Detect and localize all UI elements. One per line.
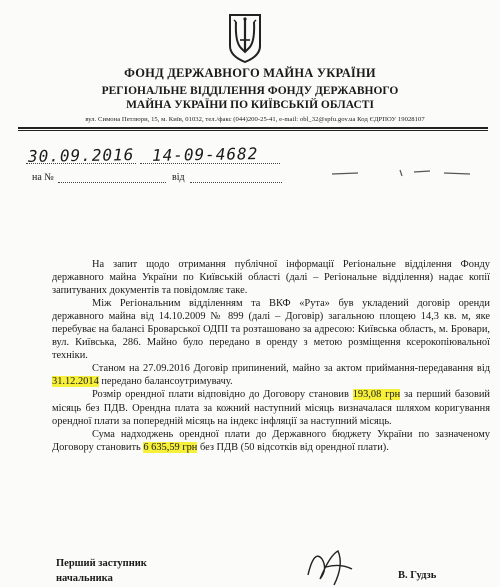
paragraph-4-start: Розмір орендної плати відповідно до Договору становив	[92, 389, 353, 401]
subdivision-line-2: МАЙНА УКРАЇНИ ПО КИЇВСЬКІЙ ОБЛАСТІ	[126, 99, 374, 111]
letter-body	[52, 258, 490, 454]
trident-emblem-icon	[227, 12, 263, 64]
subdivision-line-1: РЕГІОНАЛЬНЕ ВІДДІЛЕННЯ ФОНДУ ДЕРЖАВНОГО	[101, 85, 399, 97]
paragraph-4	[52, 388, 490, 427]
paragraph-3-start: Станом на 27.09.2016 Договір припинений, майно за актом приймання-передавання від	[92, 363, 490, 375]
from-underline	[190, 182, 282, 183]
handwritten-signature	[300, 545, 360, 587]
paragraph-5-start: Сума надходжень орендної плати до Державного бюджету України по зазначеному Договору становить	[52, 428, 490, 453]
number-underline	[140, 163, 280, 164]
signatory-title-line-2: начальника	[56, 573, 113, 584]
header-rule-thin	[18, 130, 488, 131]
faint-handwritten-mark	[330, 162, 480, 182]
contact-details: вул. Симона Петлюри, 15, м. Київ, 01032, тел./факс (044)200-25-41, e-mail: obl_32@spfu.gov.ua Код ЄДРПОУ 19028107	[85, 116, 425, 123]
signatory-title-line-1: Перший заступник	[56, 558, 147, 569]
date-underline	[26, 163, 136, 164]
highlighted-transfer-date: 31.12.2014	[52, 376, 99, 388]
header-rule-thick	[18, 127, 488, 129]
paragraph-3-end: передано балансоутримувачу.	[98, 376, 233, 388]
highlighted-base-rent: 193,08 грн	[352, 389, 401, 401]
paragraph-2: Між Регіональним відділенням та ВКФ «Рута» був укладений договір оренди державного майна від 14.10.2009 № 899 (далі – Договір) загальною площею 14,3 кв. м, яке перебуває на балансі Броварської ОДПІ та розташовано за адресою: Київська область, м. Бровари, вул. Київська, 286. Майно було передано в оренду з метою розміщення ксерокопіювальної техніки.	[52, 298, 490, 362]
paragraph-4-end: за перший базовий місяць без ПДВ. Орендна плата за кожний наступний місяць визначалася шляхом коригування орендної плати за попередній місяць на індекс інфляції за наступний місяць.	[52, 389, 490, 427]
on-no-underline	[58, 182, 166, 183]
signatory-title	[56, 556, 147, 586]
organization-name: ФОНД ДЕРЖАВНОГО МАЙНА УКРАЇНИ	[124, 66, 376, 80]
signatory-name: В. Гудзь	[398, 570, 437, 581]
on-no-label: на №	[32, 172, 54, 183]
highlighted-total-amount: 6 635,59 грн	[143, 441, 198, 453]
handwritten-date: 30.09.2016	[27, 145, 135, 166]
paragraph-5	[52, 428, 490, 454]
paragraph-3	[52, 362, 490, 388]
handwritten-number: 14-09-4682	[151, 144, 259, 165]
paragraph-5-end: без ПДВ (50 відсотків від орендної плати).	[197, 441, 389, 453]
organization-subdivision	[0, 84, 500, 112]
paragraph-1: На запит щодо отримання публічної інформації Регіональне відділення Фонду державного майна України по Київській області (далі – Регіональне відділення) надає копії запитуваних документів та повідомляє таке.	[52, 259, 490, 297]
from-label: від	[172, 172, 185, 183]
